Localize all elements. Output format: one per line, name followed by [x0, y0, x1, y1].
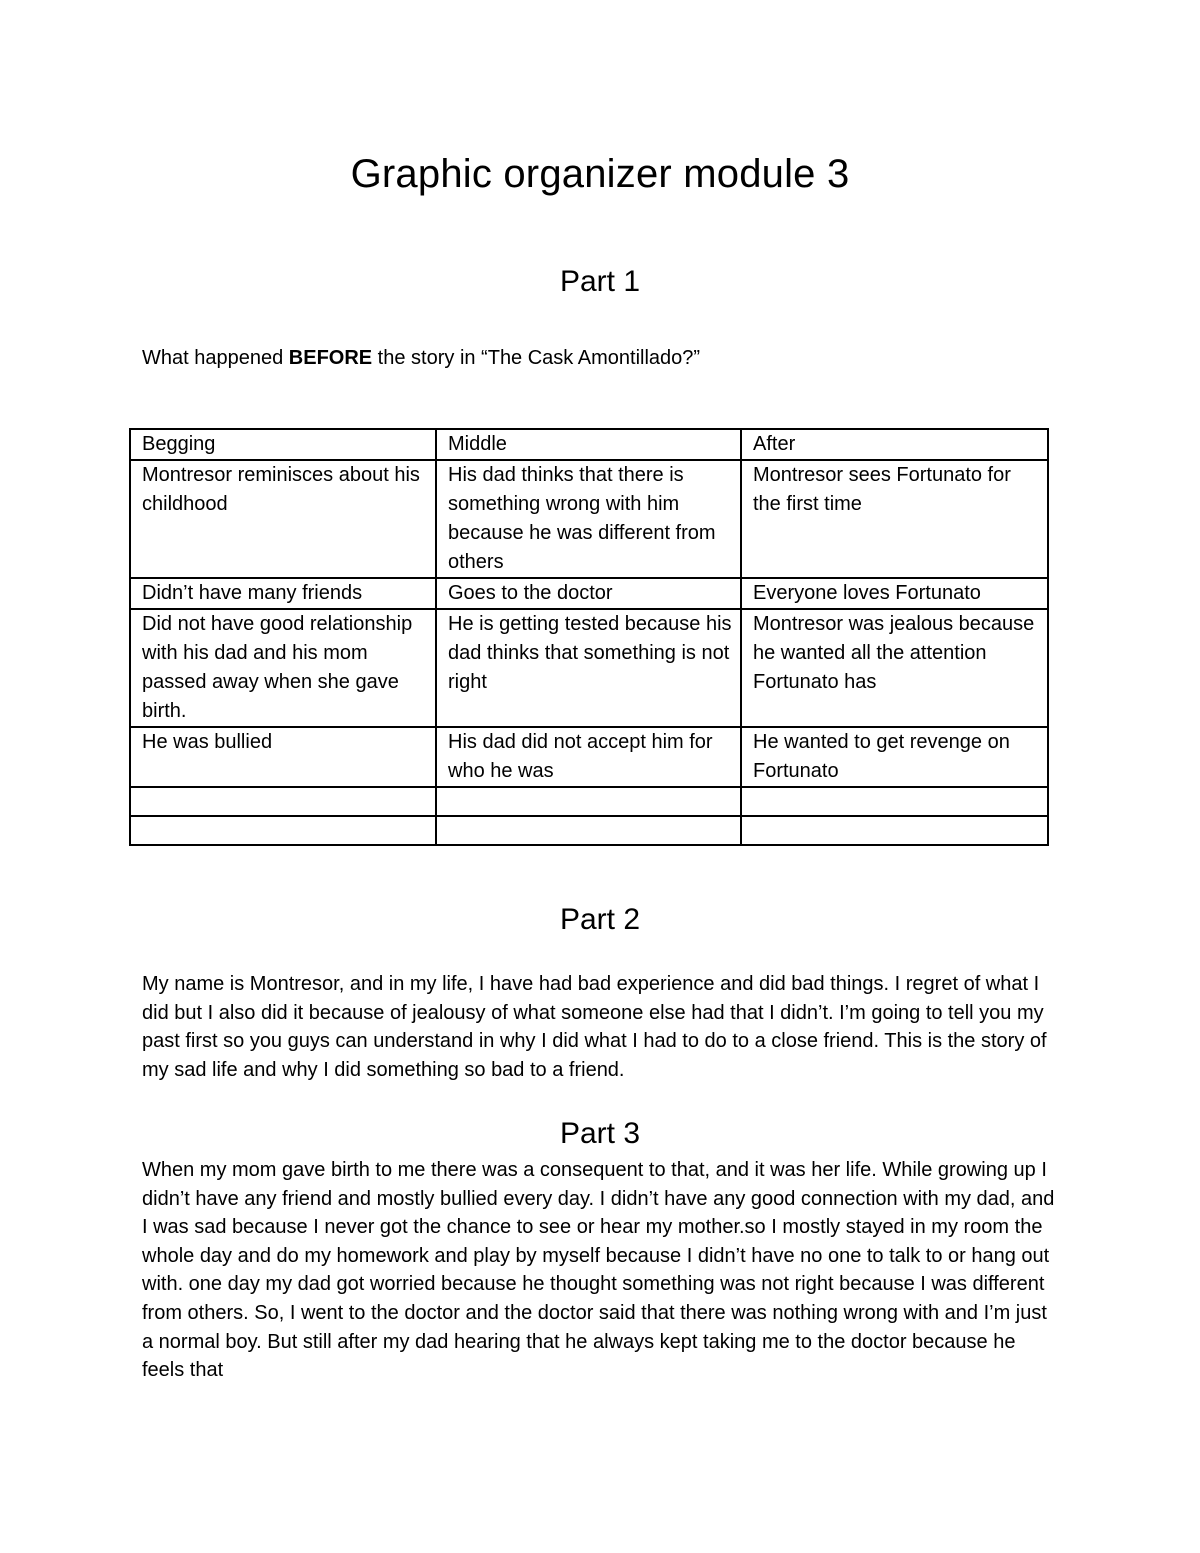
table-cell: He wanted to get revenge on Fortunato — [741, 727, 1048, 787]
part-1-heading: Part 1 — [559, 265, 641, 298]
table-row — [130, 460, 1048, 578]
header-cell-middle: Middle — [436, 429, 741, 460]
question-suffix: the story in “The Cask Amontillado?” — [372, 347, 701, 369]
table-cell: Goes to the doctor — [436, 578, 741, 609]
header-cell-after: After — [741, 429, 1048, 460]
table-cell: His dad thinks that there is something wrong with him because he was different from others — [436, 460, 741, 578]
table-row — [130, 727, 1048, 787]
table-cell-empty — [741, 816, 1048, 845]
table-cell-empty — [436, 787, 741, 816]
table-cell-empty — [130, 816, 436, 845]
question-emphasis: BEFORE — [288, 347, 373, 369]
table-row — [130, 578, 1048, 609]
question-prefix: What happened — [142, 347, 289, 369]
table-cell: He was bullied — [130, 727, 436, 787]
part-2-heading: Part 2 — [559, 903, 641, 936]
graphic-organizer-table — [129, 428, 1049, 846]
table-row — [130, 609, 1048, 727]
table-cell: Didn’t have many friends — [130, 578, 436, 609]
table-cell-empty — [741, 787, 1048, 816]
part-3-paragraph: When my mom gave birth to me there was a consequent to that, and it was her life. While growing up I didn’t have any friend and mostly bullied every day. I didn’t have any good connection with my dad, and I was sad because I never got the chance to see or hear my mother.so I mostly stayed in my room the whole day and do my homework and play by myself because I didn’t have no one to talk to or hang out with. one day my dad got worried because he thought something was not right because I was different from others. So, I went to the doctor and the doctor said that there was nothing wrong with and I’m just a normal boy. But still after my dad hearing that he always kept taking me to the doctor because he feels that — [142, 1159, 1055, 1382]
document-title: Graphic organizer module 3 — [350, 152, 850, 196]
table-cell-empty — [436, 816, 741, 845]
part-3-heading: Part 3 — [559, 1117, 641, 1150]
table-cell: He is getting tested because his dad thinks that something is not right — [436, 609, 741, 727]
table-cell-empty — [130, 787, 436, 816]
table-row-empty — [130, 816, 1048, 845]
table-cell: Everyone loves Fortunato — [741, 578, 1048, 609]
table-cell: His dad did not accept him for who he was — [436, 727, 741, 787]
table-cell: Montresor sees Fortunato for the first time — [741, 460, 1048, 578]
part-2-paragraph: My name is Montresor, and in my life, I have had bad experience and did bad things. I regret of what I did but I also did it because of jealousy of what someone else had that I didn’t. I’m going to tell you my past first so you guys can understand in why I did what I had to do to a close friend. This is the story of my sad life and why I did something so bad to a friend. — [142, 973, 1047, 1081]
table-cell: Montresor was jealous because he wanted all the attention Fortunato has — [741, 609, 1048, 727]
part-1-question — [142, 344, 1092, 372]
table-row-empty — [130, 787, 1048, 816]
table-cell: Montresor reminisces about his childhood — [130, 460, 436, 578]
table-header-row — [130, 429, 1048, 460]
header-cell-beginning: Begging — [130, 429, 436, 460]
table-cell: Did not have good relationship with his dad and his mom passed away when she gave birth. — [130, 609, 436, 727]
